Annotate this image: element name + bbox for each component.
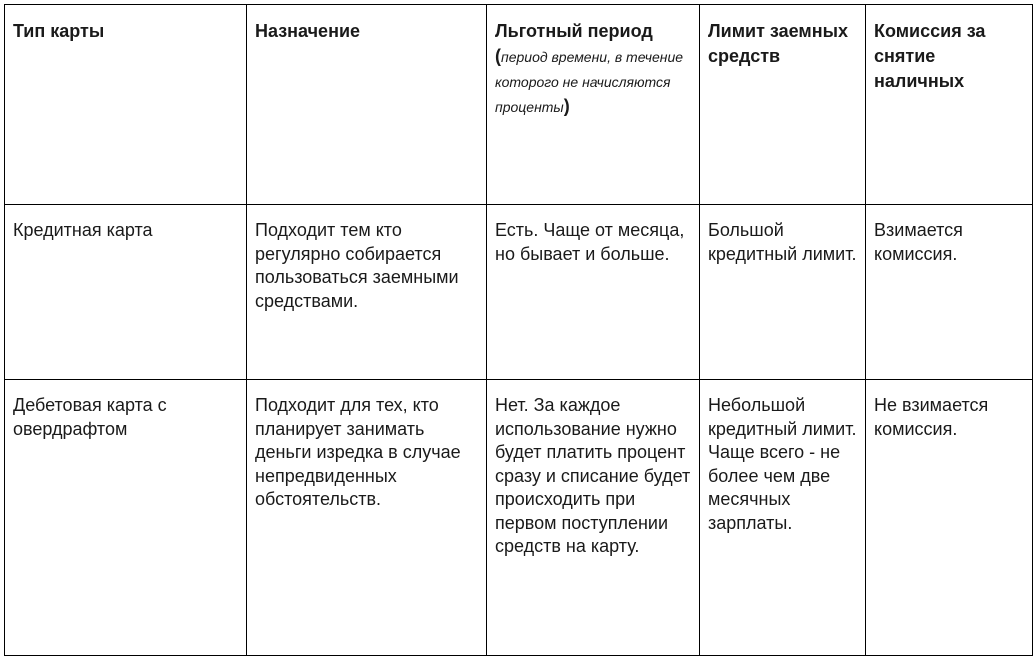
cell-cash-fee: Взимается комиссия. xyxy=(866,205,1033,380)
header-credit-limit-label: Лимит заемных средств xyxy=(708,21,848,66)
cell-credit-limit: Небольшой кредитный лимит. Чаще всего - не более чем две месячных зарплаты. xyxy=(700,380,866,656)
cell-cash-fee: Не взимается комиссия. xyxy=(866,380,1033,656)
cell-card-type: Кредитная карта xyxy=(5,205,247,380)
header-cash-fee-label: Комиссия за снятие наличных xyxy=(874,21,986,91)
header-grace-period-note: период времени, в течение которого не начисляются проценты xyxy=(495,49,684,115)
card-comparison-table xyxy=(4,4,1033,656)
header-purpose-label: Назначение xyxy=(255,21,361,41)
header-card-type xyxy=(5,5,247,205)
cell-credit-limit: Большой кредитный лимит. xyxy=(700,205,866,380)
table-row xyxy=(5,380,1033,656)
header-purpose xyxy=(247,5,487,205)
cell-purpose: Подходит тем кто регулярно собирается пользоваться заемными средствами. xyxy=(247,205,487,380)
table-header-row xyxy=(5,5,1033,205)
cell-purpose: Подходит для тех, кто планирует занимать деньги изредка в случае непредвиденных обстоятельств. xyxy=(247,380,487,656)
header-grace-period-close: ) xyxy=(563,96,570,116)
header-cash-fee xyxy=(866,5,1033,205)
header-credit-limit xyxy=(700,5,866,205)
table-row xyxy=(5,205,1033,380)
header-grace-period xyxy=(487,5,700,205)
header-grace-period-label: Льготный период ( xyxy=(495,21,653,66)
cell-card-type: Дебетовая карта с овердрафтом xyxy=(5,380,247,656)
header-card-type-label: Тип карты xyxy=(13,21,105,41)
cell-grace-period: Нет. За каждое использование нужно будет платить процент сразу и списание будет происходить при первом поступлении средств на карту. xyxy=(487,380,700,656)
cell-grace-period: Есть. Чаще от месяца, но бывает и больше. xyxy=(487,205,700,380)
